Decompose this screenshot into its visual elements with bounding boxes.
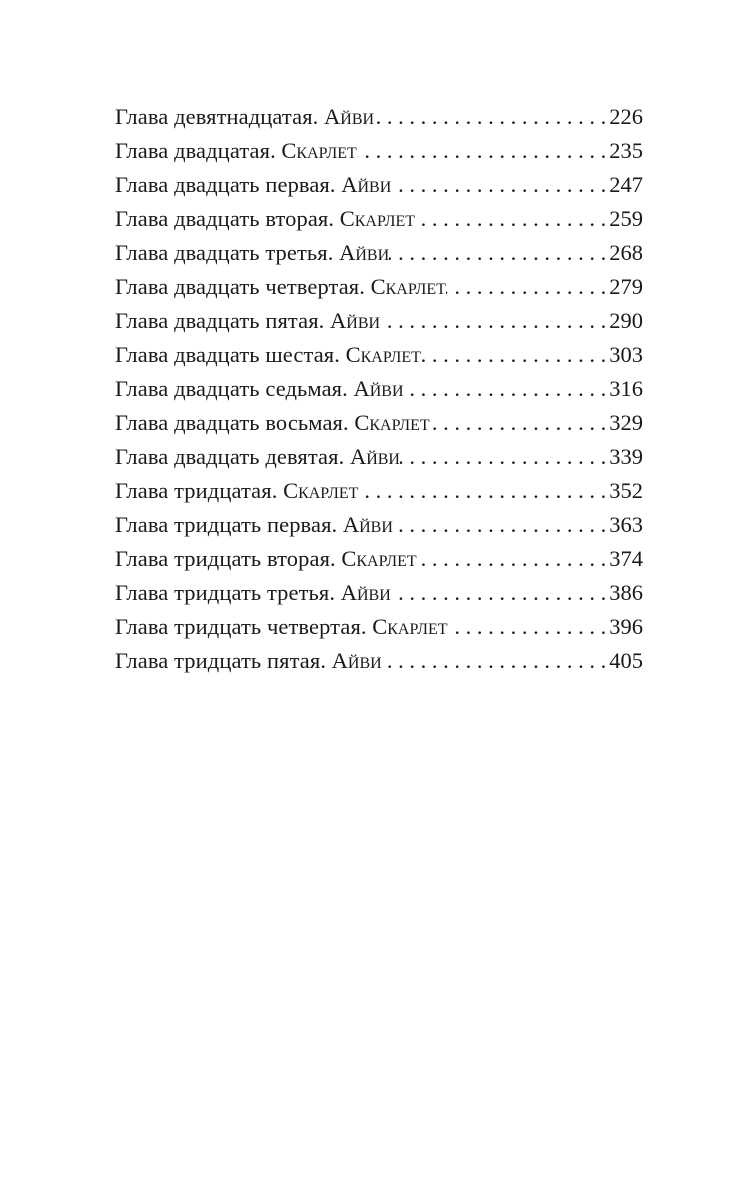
toc-entry [115,270,643,304]
entry-page-number: 374 [609,546,643,571]
entry-title [115,610,448,644]
dot-leader [404,372,607,406]
entry-chapter: Глава тридцать третья. [115,580,336,605]
dot-leader [374,100,606,134]
entry-narrator: Айви [330,308,381,333]
entry-chapter: Глава двадцать вторая. [115,206,335,231]
entry-page-number: 259 [609,206,643,231]
entry-narrator: Айви [339,240,390,265]
entry-title [115,406,430,440]
entry-narrator: Скарлет [339,206,416,231]
entry-title [115,372,404,406]
entry-chapter: Глава девятнадцатая. [115,104,319,129]
entry-chapter: Глава тридцатая. [115,478,278,503]
entry-page-number: 386 [609,580,643,605]
entry-chapter: Глава двадцать четвертая. [115,274,365,299]
entry-title [115,576,391,610]
entry-title [115,270,446,304]
toc-entry [115,542,643,576]
entry-title [115,644,382,678]
entry-narrator: Айви [353,376,404,401]
entry-title [115,338,421,372]
table-of-contents [115,100,643,678]
toc-entry [115,202,643,236]
entry-title [115,100,374,134]
entry-title [115,134,357,168]
entry-page-number: 279 [609,274,643,299]
toc-entry [115,168,643,202]
entry-title [115,542,417,576]
entry-narrator: Скарлет [345,342,421,367]
entry-chapter: Глава двадцать пятая. [115,308,325,333]
entry-chapter: Глава тридцать вторая. [115,546,336,571]
toc-entry [115,338,643,372]
dot-leader [415,202,606,236]
entry-chapter: Глава тридцать четвертая. [115,614,367,639]
entry-page-number: 339 [609,444,643,469]
entry-page-number: 303 [609,342,643,367]
dot-leader [421,338,606,372]
dot-leader [448,610,607,644]
dot-leader [400,440,606,474]
dot-leader [393,508,606,542]
entry-page-number: 405 [609,648,643,673]
entry-page-number: 352 [609,478,643,503]
entry-page-number: 363 [609,512,643,537]
dot-leader [430,406,607,440]
dot-leader [358,474,606,508]
entry-chapter: Глава двадцать шестая. [115,342,340,367]
entry-title [115,474,358,508]
entry-chapter: Глава двадцатая. [115,138,276,163]
toc-entry [115,474,643,508]
entry-page-number: 268 [609,240,643,265]
entry-narrator: Скарлет [354,410,430,435]
toc-entry [115,406,643,440]
dot-leader [446,270,606,304]
entry-title [115,304,380,338]
entry-chapter: Глава тридцать первая. [115,512,338,537]
toc-entry [115,440,643,474]
dot-leader [357,134,607,168]
entry-page-number: 329 [609,410,643,435]
entry-title [115,440,400,474]
entry-narrator: Скарлет [341,546,417,571]
entry-chapter: Глава двадцать третья. [115,240,334,265]
entry-narrator: Айви [349,444,400,469]
dot-leader [382,644,607,678]
entry-title [115,168,391,202]
entry-narrator: Скарлет [283,478,359,503]
entry-narrator: Айви [340,580,391,605]
dot-leader [391,576,607,610]
entry-narrator: Скарлет [372,614,448,639]
entry-narrator: Айви [324,104,375,129]
entry-chapter: Глава двадцать седьмая. [115,376,348,401]
entry-chapter: Глава двадцать восьмая. [115,410,349,435]
toc-entry [115,236,643,270]
toc-entry [115,610,643,644]
entry-chapter: Глава двадцать первая. [115,172,336,197]
dot-leader [389,236,606,270]
entry-narrator: Айви [341,172,392,197]
toc-entry [115,134,643,168]
entry-chapter: Глава тридцать пятая. [115,648,327,673]
toc-entry [115,304,643,338]
toc-entry [115,508,643,542]
entry-page-number: 396 [609,614,643,639]
dot-leader [380,304,606,338]
entry-page-number: 247 [609,172,643,197]
entry-chapter: Глава двадцать девятая. [115,444,345,469]
entry-page-number: 290 [609,308,643,333]
entry-narrator: Айви [331,648,382,673]
entry-title [115,236,389,270]
entry-page-number: 316 [609,376,643,401]
entry-narrator: Скарлет [370,274,446,299]
entry-page-number: 235 [609,138,643,163]
toc-entry [115,576,643,610]
entry-page-number: 226 [609,104,643,129]
toc-entry [115,644,643,678]
toc-entry [115,372,643,406]
dot-leader [391,168,606,202]
dot-leader [417,542,607,576]
toc-entry [115,100,643,134]
entry-title [115,202,415,236]
entry-title [115,508,393,542]
entry-narrator: Айви [342,512,393,537]
entry-narrator: Скарлет [281,138,357,163]
